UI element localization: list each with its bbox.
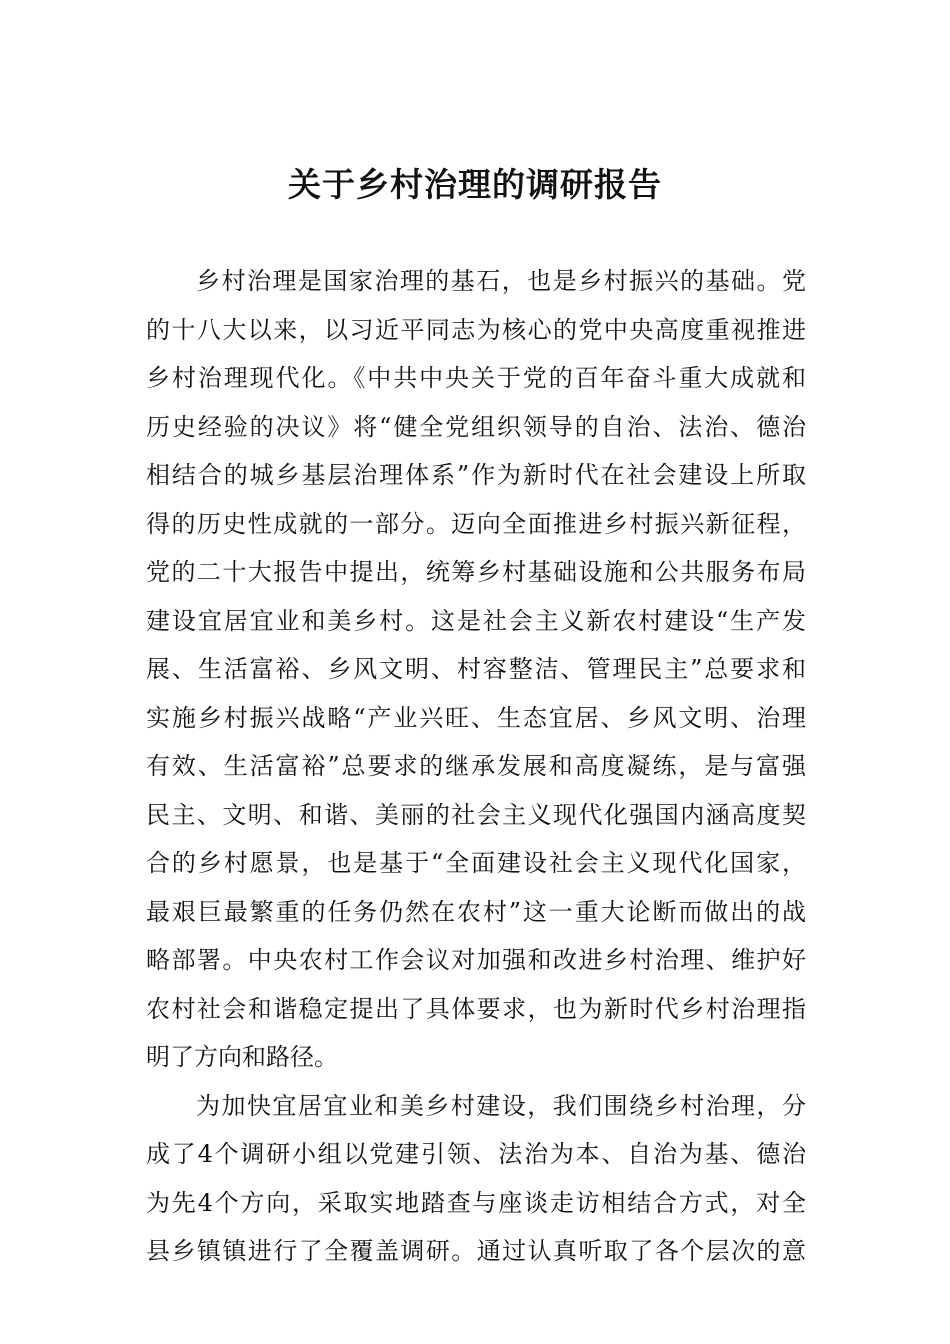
document-title: 关于乡村治理的调研报告: [288, 165, 662, 204]
paragraph-1-line-14: 最艰巨最繁重的任务仍然在农村”这一重大论断而做出的战: [146, 897, 806, 926]
paragraph-1-line-15: 略部署。中央农村工作会议对加强和改进乡村治理、维护好: [146, 946, 806, 974]
paragraph-1-line-12: 民主、文明、和谐、美丽的社会主义现代化强国内涵高度契: [146, 800, 806, 829]
paragraph-2-line-4: 县乡镇镇进行了全覆盖调研。通过认真听取了各个层次的意: [146, 1237, 806, 1265]
paragraph-1-line-2: 的十八大以来，以习近平同志为核心的党中央高度重视推进: [146, 315, 806, 344]
paragraph-1-line-17: 明了方向和路径。: [146, 1043, 338, 1071]
paragraph-1-line-13: 合的乡村愿景，也是基于“全面建设社会主义现代化国家，: [146, 849, 806, 877]
document-body: [146, 257, 806, 1276]
paragraph-1-line-7: 党的二十大报告中提出，统筹乡村基础设施和公共服务布局: [146, 558, 806, 586]
paragraph-1-line-10: 实施乡村振兴战略“产业兴旺、生态宜居、乡风文明、治理: [146, 703, 806, 732]
paragraph-1-line-8: 建设宜居宜业和美乡村。这是社会主义新农村建设“生产发: [146, 606, 806, 635]
paragraph-2-line-2: 成了4个调研小组以党建引领、法治为本、自治为基、德治: [146, 1140, 806, 1168]
paragraph-1-line-4: 历史经验的决议》将“健全党组织领导的自治、法治、德治: [146, 412, 806, 441]
paragraph-1-line-6: 得的历史性成就的一部分。迈向全面推进乡村振兴新征程，: [146, 509, 806, 538]
paragraph-2-line-1: 为加快宜居宜业和美乡村建设，我们围绕乡村治理，分: [196, 1091, 806, 1120]
paragraph-2-line-3: 为先4个方向，采取实地踏查与座谈走访相结合方式，对全: [146, 1188, 806, 1217]
paragraph-1-line-5: 相结合的城乡基层治理体系”作为新时代在社会建设上所取: [146, 461, 806, 489]
paragraph-1-line-1: 乡村治理是国家治理的基石，也是乡村振兴的基础。党: [196, 267, 806, 295]
paragraph-1-line-3: 乡村治理现代化。《中共中央关于党的百年奋斗重大成就和: [146, 364, 806, 392]
paragraph-1-line-11: 有效、生活富裕”总要求的继承发展和高度凝练，是与富强: [146, 752, 806, 780]
paragraph-1-line-9: 展、生活富裕、乡风文明、村容整洁、管理民主”总要求和: [146, 655, 806, 683]
paragraph-1-line-16: 农村社会和谐稳定提出了具体要求，也为新时代乡村治理指: [146, 994, 806, 1023]
